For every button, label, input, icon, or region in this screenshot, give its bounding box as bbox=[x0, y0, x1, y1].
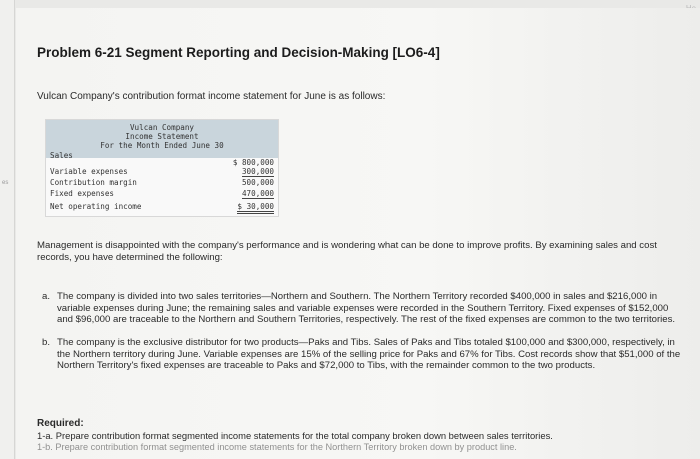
row-amount: $ 30,000 bbox=[237, 202, 274, 214]
row-label: Fixed expenses bbox=[50, 189, 115, 198]
statement-row-net bbox=[50, 202, 274, 212]
row-amount: 300,000 bbox=[241, 167, 274, 176]
statement-name: Income Statement bbox=[125, 132, 199, 141]
rail-marker: es bbox=[2, 180, 9, 186]
statement-row-fixed bbox=[50, 189, 274, 199]
row-amount: $ 800,000 bbox=[232, 158, 274, 167]
fact-text: The company is divided into two sales territories—Northern and Southern. The Northern Territory recorded $400,000 in sales and $216,000 in variable expenses during June; the remaining sales and variable expenses were recorded in the Southern Territory. Fixed expenses of $152,000 and $96,000 are traceable to the Northern and Southern Territories, respectively. The rest of the fixed expenses are common to the two territories. bbox=[57, 291, 676, 325]
problem-panel bbox=[16, 8, 700, 459]
row-label: Variable expenses bbox=[50, 167, 128, 176]
income-statement bbox=[45, 119, 279, 217]
management-note: Management is disappointed with the company's performance and is wondering what can be done to improve profits. By examining sales and cost records, you have determined the following: bbox=[37, 240, 657, 263]
row-amount: 500,000 bbox=[241, 178, 274, 187]
required-item-1b[interactable]: 1-b. Prepare contribution format segmented income statements for the Northern Territory broken down by product line. bbox=[37, 442, 517, 452]
row-label: Net operating income bbox=[50, 202, 142, 211]
left-rail bbox=[0, 0, 15, 459]
problem-intro: Vulcan Company's contribution format income statement for June is as follows: bbox=[37, 91, 386, 102]
row-label: Sales bbox=[50, 151, 73, 160]
problem-title: Problem 6-21 Segment Reporting and Decision-Making [LO6-4] bbox=[37, 45, 440, 60]
required-item-1a[interactable]: 1-a. Prepare contribution format segmented income statements for the total company broken down between sales territories. bbox=[37, 430, 553, 441]
fact-marker: b. bbox=[42, 337, 51, 348]
fact-text: The company is the exclusive distributor for two products—Paks and Tibs. Sales of Paks and Tibs totaled $100,000 and $300,000, respectively, in the Northern territory during June. Variable expenses are 15% of the selling price for Paks and 67% for Tibs. Cost records show that $51,000 of the Northern Territory's fixed expenses are traceable to Paks and $72,000 to Tibs, with the remainder common to the two products. bbox=[57, 337, 681, 371]
statement-row-variable bbox=[50, 167, 274, 177]
required-heading: Required: bbox=[37, 418, 84, 429]
statement-period: For the Month Ended June 30 bbox=[100, 141, 224, 150]
statement-company: Vulcan Company bbox=[129, 123, 194, 132]
row-label: Contribution margin bbox=[50, 178, 137, 187]
row-amount: 470,000 bbox=[241, 189, 274, 198]
fact-marker: a. bbox=[42, 291, 51, 302]
statement-row-contribution bbox=[50, 178, 274, 188]
